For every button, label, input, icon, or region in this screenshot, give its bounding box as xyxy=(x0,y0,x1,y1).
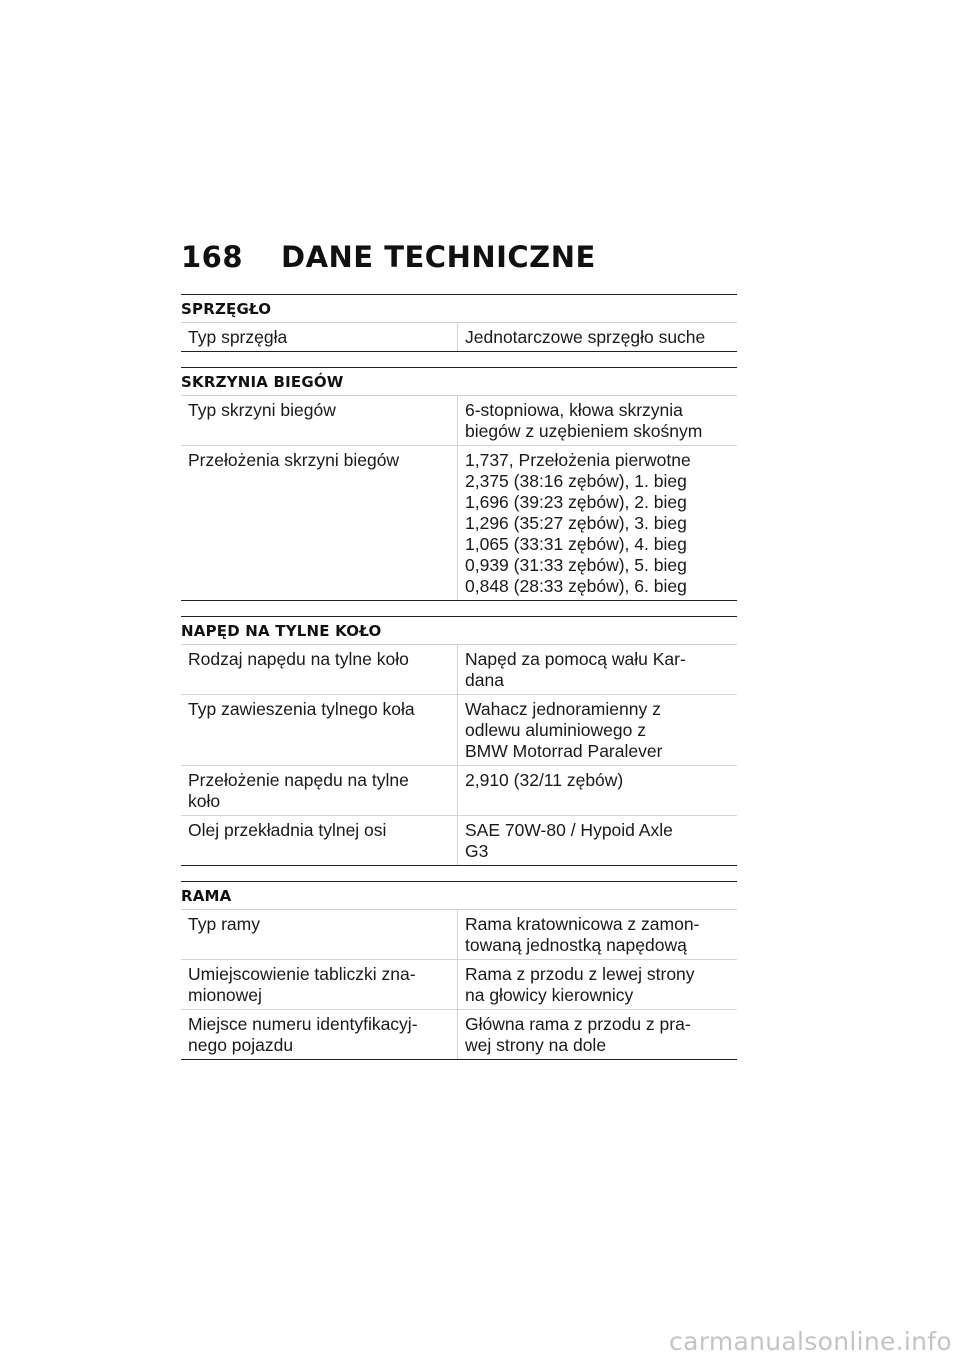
spec-name: Typ skrzyni biegów xyxy=(181,396,458,445)
section-clutch xyxy=(181,294,737,352)
spec-table xyxy=(181,395,737,601)
page-title: DANE TECHNICZNE xyxy=(281,240,596,274)
table-row xyxy=(181,645,737,694)
section-frame xyxy=(181,881,737,1060)
table-row xyxy=(181,1009,737,1059)
spec-name: Miejsce numeru identyfikacyj- nego pojazdu xyxy=(181,1010,458,1059)
section-heading: RAMA xyxy=(181,881,737,909)
spec-value: 1,737, Przełożenia pierwotne 2,375 (38:16 zębów), 1. bieg 1,696 (39:23 zębów), 2. bieg 1,296 (35:27 zębów), 3. bieg 1,065 (33:31 zębów), 4. bieg 0,939 (31:33 zębów), 5. bieg 0,848 (28:33 zębów), 6. bieg xyxy=(465,450,691,596)
spec-value: 2,910 (32/11 zębów) xyxy=(465,770,624,790)
spec-name: Typ zawieszenia tylnego koła xyxy=(181,695,458,765)
spec-table xyxy=(181,909,737,1060)
table-row xyxy=(181,765,737,815)
spec-name: Olej przekładnia tylnej osi xyxy=(181,816,458,865)
spec-value: Napęd za pomocą wału Kar- dana xyxy=(465,649,686,690)
spec-name: Przełożenia skrzyni biegów xyxy=(181,446,458,600)
spec-value: Główna rama z przodu z pra- wej strony na dole xyxy=(465,1014,691,1055)
table-row xyxy=(181,445,737,600)
spec-value: SAE 70W-80 / Hypoid Axle G3 xyxy=(465,820,673,861)
spec-name: Umiejscowienie tabliczki zna- mionowej xyxy=(181,960,458,1009)
spec-value: Rama kratownicowa z zamon- towaną jednostką napędową xyxy=(465,914,700,955)
spec-table xyxy=(181,644,737,866)
table-row xyxy=(181,323,737,351)
section-gearbox xyxy=(181,367,737,601)
section-heading: SKRZYNIA BIEGÓW xyxy=(181,367,737,395)
spec-value: Rama z przodu z lewej strony na głowicy kierownicy xyxy=(465,964,695,1005)
table-row xyxy=(181,910,737,959)
table-row xyxy=(181,815,737,865)
section-rear-drive xyxy=(181,616,737,866)
watermark: carmanualsonline.info xyxy=(669,1327,952,1356)
spec-name: Typ ramy xyxy=(181,910,458,959)
spec-value: 6-stopniowa, kłowa skrzynia biegów z uzębieniem skośnym xyxy=(465,400,703,441)
table-row xyxy=(181,694,737,765)
spec-value: Jednotarczowe sprzęgło suche xyxy=(465,327,706,347)
page-number: 168 xyxy=(181,240,244,274)
page-header xyxy=(181,240,596,280)
spec-table xyxy=(181,322,737,352)
section-heading: SPRZĘGŁO xyxy=(181,294,737,322)
table-row xyxy=(181,396,737,445)
spec-name: Rodzaj napędu na tylne koło xyxy=(181,645,458,694)
spec-content xyxy=(181,294,737,1075)
table-row xyxy=(181,959,737,1009)
spec-name: Typ sprzęgła xyxy=(181,323,458,351)
spec-name: Przełożenie napędu na tylne koło xyxy=(181,766,458,815)
section-heading: NAPĘD NA TYLNE KOŁO xyxy=(181,616,737,644)
spec-value: Wahacz jednoramienny z odlewu aluminiowego z BMW Motorrad Paralever xyxy=(465,699,663,761)
